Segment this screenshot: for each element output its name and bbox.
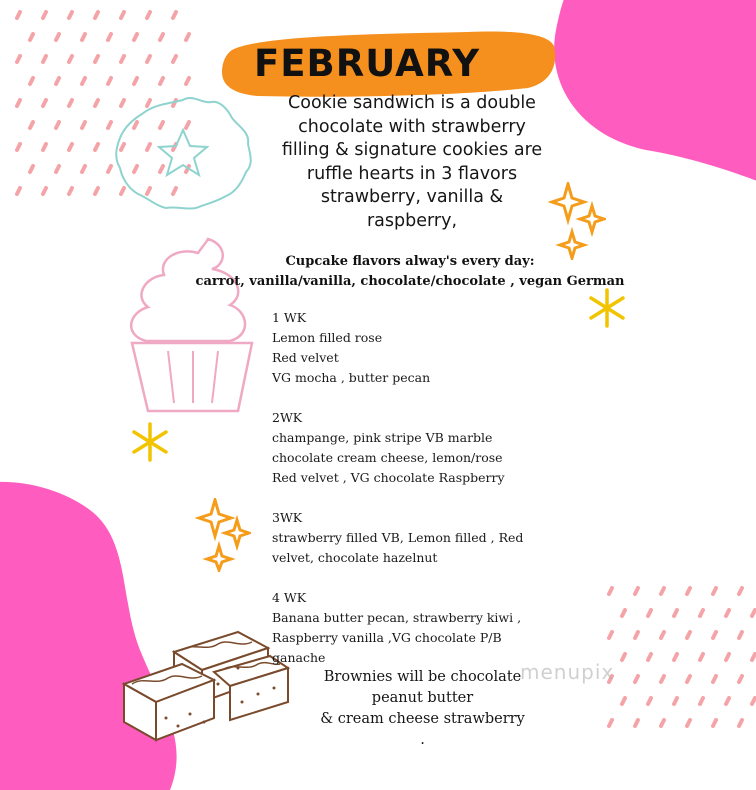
pattern-dash <box>752 654 755 660</box>
intro-line: Cookie sandwich is a double <box>288 93 536 113</box>
pattern-dash <box>147 12 150 18</box>
pattern-dash <box>661 632 664 638</box>
pattern-dash <box>82 34 85 40</box>
pattern-dash <box>700 610 703 616</box>
week-item: Raspberry vanilla ,VG chocolate P/B <box>272 630 502 645</box>
cupcake-heading-line: carrot, vanilla/vanilla, chocolate/chocolate , vegan German <box>195 274 625 289</box>
sparkle-icon <box>195 498 251 572</box>
pattern-dash <box>17 100 20 106</box>
pattern-dash <box>56 166 59 172</box>
pattern-dash <box>739 720 742 726</box>
pattern-dash <box>726 610 729 616</box>
pattern-dash <box>56 78 59 84</box>
pattern-dash <box>648 698 651 704</box>
pattern-dash <box>674 610 677 616</box>
pattern-dash <box>752 698 755 704</box>
pattern-dash <box>687 720 690 726</box>
week-item: Red velvet , VG chocolate Raspberry <box>272 470 505 485</box>
pattern-dash <box>17 56 20 62</box>
brownies-text <box>300 667 545 751</box>
cookie-outline-icon <box>108 92 258 212</box>
week-item: strawberry filled VB, Lemon filled , Red <box>272 530 524 545</box>
pattern-dash <box>635 676 638 682</box>
pattern-dash <box>147 56 150 62</box>
watermark: menupix <box>520 660 615 684</box>
pattern-dash <box>108 78 111 84</box>
week-item: champange, pink stripe VB marble <box>272 430 493 445</box>
pattern-dash <box>17 188 20 194</box>
pattern-dash <box>160 78 163 84</box>
pattern-dash <box>69 188 72 194</box>
week-section <box>272 588 572 668</box>
pattern-dash <box>661 676 664 682</box>
week-item: chocolate cream cheese, lemon/rose <box>272 450 503 465</box>
pattern-dash <box>635 720 638 726</box>
week-label: 1 WK <box>272 310 307 325</box>
pattern-dash <box>56 122 59 128</box>
pattern-dash <box>43 144 46 150</box>
pattern-dash <box>56 34 59 40</box>
intro-line: filling & signature cookies are <box>281 140 543 160</box>
brownies-line: . <box>420 732 425 748</box>
pattern-dash <box>622 654 625 660</box>
pattern-dash <box>134 78 137 84</box>
week-label: 4 WK <box>272 590 307 605</box>
week-section <box>272 408 572 488</box>
pattern-dash <box>173 56 176 62</box>
pattern-dash <box>726 654 729 660</box>
pattern-dash <box>43 100 46 106</box>
brownies-line: Brownies will be chocolate <box>323 669 522 685</box>
week-item: ganache <box>272 650 326 665</box>
week-item: VG mocha , butter pecan <box>272 370 431 385</box>
pattern-dash <box>687 588 690 594</box>
pattern-dash <box>108 34 111 40</box>
pattern-dash <box>30 166 33 172</box>
weekly-flavors <box>272 308 572 688</box>
pattern-dash <box>30 34 33 40</box>
pattern-dash <box>661 588 664 594</box>
pattern-dash <box>82 166 85 172</box>
pattern-dash <box>17 144 20 150</box>
pattern-dash <box>121 56 124 62</box>
pattern-dash <box>69 12 72 18</box>
pattern-dash <box>82 78 85 84</box>
pattern-dash <box>726 698 729 704</box>
pattern-dash <box>674 698 677 704</box>
pattern-dash <box>69 56 72 62</box>
pattern-dash <box>700 698 703 704</box>
pattern-dash <box>622 698 625 704</box>
pattern-dash <box>661 720 664 726</box>
intro-line: ruffle hearts in 3 flavors <box>306 163 518 184</box>
brownies-line: & cream cheese strawberry <box>320 711 525 727</box>
pattern-dash <box>609 632 612 638</box>
week-label: 2WK <box>272 410 303 425</box>
pattern-dash <box>635 588 638 594</box>
pattern-dash <box>82 122 85 128</box>
intro-line: strawberry, vanilla & <box>320 187 504 207</box>
week-label: 3WK <box>272 510 303 525</box>
page-title: FEBRUARY <box>254 42 481 85</box>
pattern-dash <box>43 12 46 18</box>
pattern-dash <box>609 588 612 594</box>
pattern-dash <box>674 654 677 660</box>
intro-line: chocolate with strawberry <box>298 116 526 137</box>
pattern-dash <box>30 122 33 128</box>
week-section <box>272 308 572 388</box>
pattern-dash <box>160 34 163 40</box>
pattern-dash <box>635 632 638 638</box>
pattern-dash <box>30 78 33 84</box>
pattern-dash <box>17 12 20 18</box>
pattern-dash <box>95 100 98 106</box>
pattern-dash <box>609 720 612 726</box>
week-section <box>272 508 572 568</box>
asterisk-icon <box>128 420 172 464</box>
pattern-dash <box>95 56 98 62</box>
pattern-dash <box>622 610 625 616</box>
pattern-dash <box>121 12 124 18</box>
brownies-line: peanut butter <box>371 690 474 706</box>
pattern-dash <box>687 632 690 638</box>
pattern-dash <box>700 654 703 660</box>
pattern-dash <box>134 34 137 40</box>
pattern-dash <box>713 632 716 638</box>
intro-text <box>262 92 562 233</box>
pattern-dash <box>95 12 98 18</box>
pattern-dash <box>648 610 651 616</box>
pattern-dash <box>739 588 742 594</box>
pattern-dash <box>739 676 742 682</box>
pattern-dash <box>186 78 189 84</box>
pattern-dash <box>739 632 742 638</box>
pattern-dash <box>186 34 189 40</box>
week-item: velvet, chocolate hazelnut <box>272 550 438 565</box>
cupcake-flavors-heading <box>150 252 670 292</box>
pattern-dash <box>173 12 176 18</box>
pattern-dash <box>43 56 46 62</box>
cupcake-heading-line: Cupcake flavors alway's every day: <box>285 254 535 269</box>
pattern-dash <box>713 588 716 594</box>
week-item: Lemon filled rose <box>272 330 383 345</box>
week-item: Red velvet <box>272 350 339 365</box>
intro-line: raspberry, <box>366 210 458 231</box>
pattern-dash <box>95 144 98 150</box>
pattern-dash <box>752 610 755 616</box>
pattern-dash <box>69 144 72 150</box>
pattern-dash <box>95 188 98 194</box>
week-item: Banana butter pecan, strawberry kiwi , <box>272 610 522 625</box>
pattern-dash <box>43 188 46 194</box>
pattern-dash <box>648 654 651 660</box>
pattern-dash <box>713 720 716 726</box>
pattern-dash <box>69 100 72 106</box>
pattern-dash <box>713 676 716 682</box>
brownies-illustration <box>118 622 290 756</box>
asterisk-icon <box>585 286 629 330</box>
pattern-dash <box>687 676 690 682</box>
